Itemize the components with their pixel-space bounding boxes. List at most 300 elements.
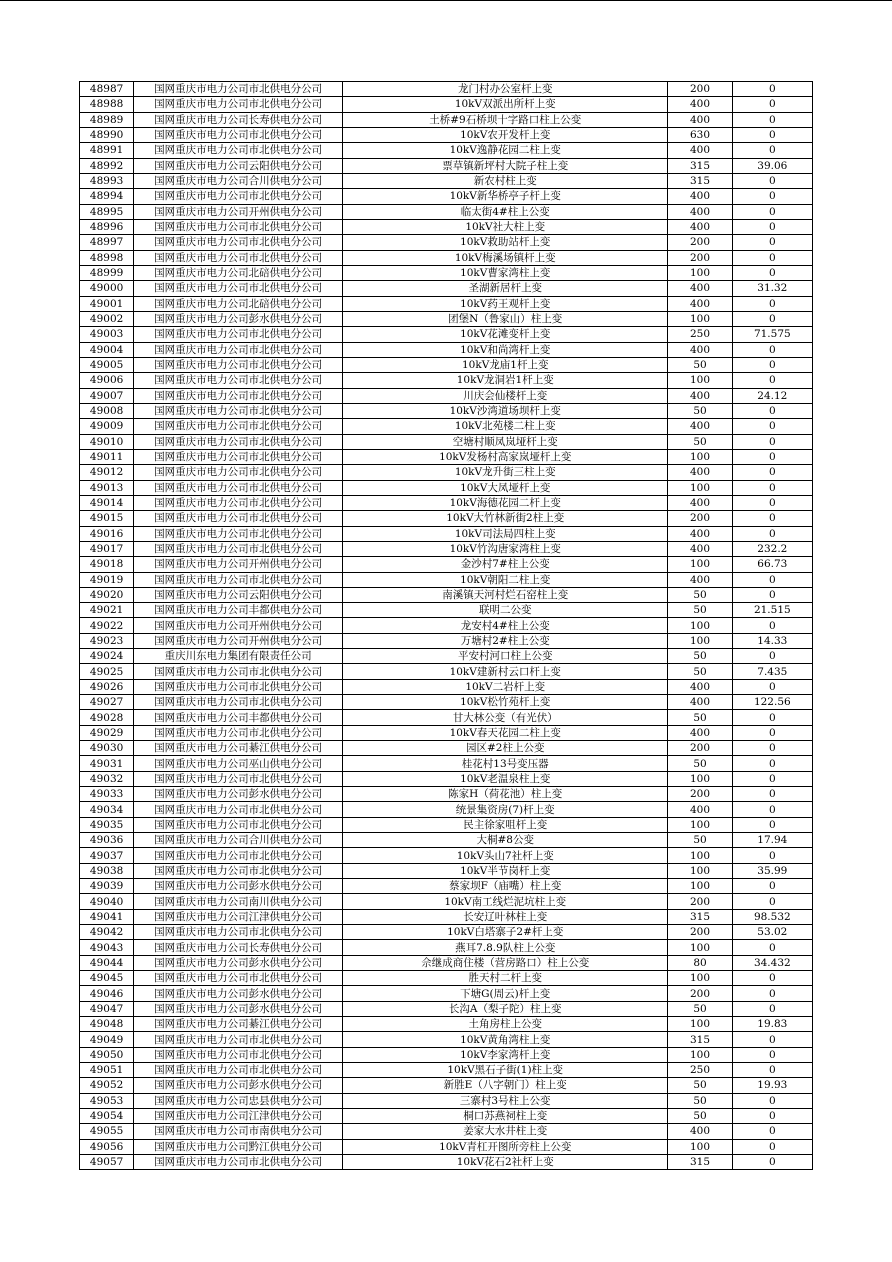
company-cell: 国网重庆市电力公司市北供电分公司 [134, 357, 343, 372]
table-row [80, 235, 813, 250]
capacity-cell: 630 [668, 127, 732, 142]
value-cell: 0 [732, 1108, 812, 1123]
company-cell: 国网重庆市电力公司市北供电分公司 [134, 802, 343, 817]
row-id-cell: 49057 [80, 1154, 134, 1169]
value-cell: 0 [732, 1032, 812, 1047]
table-row [80, 695, 813, 710]
company-cell: 国网重庆市电力公司市北供电分公司 [134, 327, 343, 342]
value-cell: 0 [732, 1047, 812, 1062]
transformer-name-cell: 陈家H（荷花池）柱上变 [343, 787, 668, 802]
table-row [80, 281, 813, 296]
capacity-cell: 400 [668, 1124, 732, 1139]
value-cell: 14.33 [732, 633, 812, 648]
capacity-cell: 50 [668, 357, 732, 372]
transformer-name-cell: 胜天村二杆上变 [343, 971, 668, 986]
value-cell: 0 [732, 495, 812, 510]
row-id-cell: 49039 [80, 879, 134, 894]
transformer-name-cell: 燕耳7.8.9队柱上公变 [343, 940, 668, 955]
table-row [80, 511, 813, 526]
transformer-name-cell: 统景集资房(7)杆上变 [343, 802, 668, 817]
table-row [80, 373, 813, 388]
transformer-name-cell: 10kV龙庙1杆上变 [343, 357, 668, 372]
value-cell: 0 [732, 112, 812, 127]
company-cell: 国网重庆市电力公司市北供电分公司 [134, 419, 343, 434]
row-id-cell: 48992 [80, 158, 134, 173]
capacity-cell: 315 [668, 158, 732, 173]
transformer-name-cell: 10kV头山7社杆上变 [343, 848, 668, 863]
company-cell: 国网重庆市电力公司彭水供电分公司 [134, 955, 343, 970]
company-cell: 国网重庆市电力公司市北供电分公司 [134, 679, 343, 694]
row-id-cell: 49026 [80, 679, 134, 694]
row-id-cell: 49030 [80, 741, 134, 756]
table-row [80, 802, 813, 817]
company-cell: 国网重庆市电力公司彭水供电分公司 [134, 311, 343, 326]
table-row [80, 909, 813, 924]
capacity-cell: 50 [668, 756, 732, 771]
transformer-name-cell: 票草镇新坪村大院子柱上变 [343, 158, 668, 173]
table-row [80, 112, 813, 127]
value-cell: 0 [732, 725, 812, 740]
transformer-name-cell: 10kV药王观杆上变 [343, 296, 668, 311]
row-id-cell: 48993 [80, 173, 134, 188]
capacity-cell: 315 [668, 909, 732, 924]
capacity-cell: 100 [668, 771, 732, 786]
table-row [80, 296, 813, 311]
value-cell: 0 [732, 1093, 812, 1108]
value-cell: 0 [732, 127, 812, 142]
row-id-cell: 49048 [80, 1017, 134, 1032]
value-cell: 0 [732, 771, 812, 786]
row-id-cell: 49009 [80, 419, 134, 434]
row-id-cell: 49035 [80, 817, 134, 832]
company-cell: 国网重庆市电力公司市北供电分公司 [134, 403, 343, 418]
company-cell: 国网重庆市电力公司市北供电分公司 [134, 373, 343, 388]
transformer-name-cell: 佘继成商住楼（营房路口）柱上公变 [343, 955, 668, 970]
value-cell: 0 [732, 817, 812, 832]
transformer-name-cell: 10kV沙湾道场坝杆上变 [343, 403, 668, 418]
row-id-cell: 49041 [80, 909, 134, 924]
row-id-cell: 49034 [80, 802, 134, 817]
company-cell: 国网重庆市电力公司彭水供电分公司 [134, 787, 343, 802]
table-row [80, 955, 813, 970]
capacity-cell: 400 [668, 342, 732, 357]
value-cell: 0 [732, 1063, 812, 1078]
value-cell: 0 [732, 219, 812, 234]
row-id-cell: 49043 [80, 940, 134, 955]
company-cell: 国网重庆市电力公司市南供电分公司 [134, 1124, 343, 1139]
row-id-cell: 49017 [80, 541, 134, 556]
company-cell: 国网重庆市电力公司云阳供电分公司 [134, 587, 343, 602]
table-row [80, 189, 813, 204]
capacity-cell: 100 [668, 449, 732, 464]
table-row [80, 649, 813, 664]
transformer-name-cell: 10kV农开发杆上变 [343, 127, 668, 142]
capacity-cell: 50 [668, 833, 732, 848]
table-row [80, 219, 813, 234]
value-cell: 0 [732, 802, 812, 817]
capacity-cell: 250 [668, 327, 732, 342]
company-cell: 国网重庆市电力公司开州供电分公司 [134, 618, 343, 633]
company-cell: 国网重庆市电力公司合川供电分公司 [134, 173, 343, 188]
company-cell: 国网重庆市电力公司黔江供电分公司 [134, 1139, 343, 1154]
row-id-cell: 49047 [80, 1001, 134, 1016]
transformer-name-cell: 桂花村13号变压器 [343, 756, 668, 771]
row-id-cell: 49054 [80, 1108, 134, 1123]
row-id-cell: 49056 [80, 1139, 134, 1154]
row-id-cell: 49036 [80, 833, 134, 848]
company-cell: 国网重庆市电力公司开州供电分公司 [134, 557, 343, 572]
row-id-cell: 48994 [80, 189, 134, 204]
transformer-name-cell: 10kV救助站杆上变 [343, 235, 668, 250]
capacity-cell: 200 [668, 894, 732, 909]
table-row [80, 725, 813, 740]
row-id-cell: 49055 [80, 1124, 134, 1139]
value-cell: 0 [732, 311, 812, 326]
capacity-cell: 100 [668, 1047, 732, 1062]
row-id-cell: 49045 [80, 971, 134, 986]
company-cell: 国网重庆市电力公司彭水供电分公司 [134, 986, 343, 1001]
row-id-cell: 49021 [80, 603, 134, 618]
capacity-cell: 80 [668, 955, 732, 970]
transformer-name-cell: 长安辽叶林柱上变 [343, 909, 668, 924]
row-id-cell: 49052 [80, 1078, 134, 1093]
transformer-name-cell: 土桥#9石桥坝十字路口柱上公变 [343, 112, 668, 127]
row-id-cell: 49042 [80, 925, 134, 940]
table-row [80, 419, 813, 434]
capacity-cell: 400 [668, 495, 732, 510]
row-id-cell: 49008 [80, 403, 134, 418]
capacity-cell: 100 [668, 848, 732, 863]
capacity-cell: 400 [668, 97, 732, 112]
table-row [80, 756, 813, 771]
company-cell: 国网重庆市电力公司北碚供电分公司 [134, 296, 343, 311]
value-cell: 17.94 [732, 833, 812, 848]
table-row [80, 572, 813, 587]
table-row [80, 465, 813, 480]
transformer-name-cell: 10kV北苑楼二柱上变 [343, 419, 668, 434]
transformer-name-cell: 10kV半节岗杆上变 [343, 863, 668, 878]
transformer-table [79, 81, 813, 1170]
transformer-name-cell: 园区#2柱上公变 [343, 741, 668, 756]
capacity-cell: 400 [668, 725, 732, 740]
value-cell: 0 [732, 403, 812, 418]
company-cell: 国网重庆市电力公司忠县供电分公司 [134, 1093, 343, 1108]
value-cell: 0 [732, 587, 812, 602]
capacity-cell: 200 [668, 82, 732, 97]
row-id-cell: 49005 [80, 357, 134, 372]
capacity-cell: 50 [668, 587, 732, 602]
transformer-name-cell: 大桐#8公变 [343, 833, 668, 848]
transformer-name-cell: 龙门村办公室杆上变 [343, 82, 668, 97]
transformer-name-cell: 10kV龙洞岩1杆上变 [343, 373, 668, 388]
transformer-name-cell: 甘大林公变（有光伏） [343, 710, 668, 725]
table-row [80, 603, 813, 618]
transformer-name-cell: 10kV发杨村高家岚垭杆上变 [343, 449, 668, 464]
table-row [80, 1108, 813, 1123]
transformer-name-cell: 长沟A（梨子陀）柱上变 [343, 1001, 668, 1016]
row-id-cell: 49018 [80, 557, 134, 572]
table-row [80, 388, 813, 403]
capacity-cell: 50 [668, 434, 732, 449]
row-id-cell: 49051 [80, 1063, 134, 1078]
company-cell: 国网重庆市电力公司市北供电分公司 [134, 664, 343, 679]
capacity-cell: 400 [668, 695, 732, 710]
table-row [80, 863, 813, 878]
row-id-cell: 49024 [80, 649, 134, 664]
company-cell: 国网重庆市电力公司合川供电分公司 [134, 833, 343, 848]
value-cell: 24.12 [732, 388, 812, 403]
table-body [80, 82, 813, 1170]
value-cell: 0 [732, 618, 812, 633]
company-cell: 国网重庆市电力公司市北供电分公司 [134, 219, 343, 234]
value-cell: 122.56 [732, 695, 812, 710]
value-cell: 0 [732, 250, 812, 265]
transformer-name-cell: 10kV花滩变杆上变 [343, 327, 668, 342]
value-cell: 0 [732, 235, 812, 250]
company-cell: 国网重庆市电力公司长寿供电分公司 [134, 940, 343, 955]
company-cell: 国网重庆市电力公司开州供电分公司 [134, 204, 343, 219]
company-cell: 国网重庆市电力公司彭水供电分公司 [134, 1001, 343, 1016]
table-row [80, 1154, 813, 1169]
transformer-name-cell: 圣湖新居杆上变 [343, 281, 668, 296]
table-row [80, 526, 813, 541]
row-id-cell: 49050 [80, 1047, 134, 1062]
table-row [80, 342, 813, 357]
transformer-name-cell: 空塘村顺凤岚垭杆上变 [343, 434, 668, 449]
transformer-name-cell: 10kV龙升街三柱上变 [343, 465, 668, 480]
table-row [80, 1063, 813, 1078]
row-id-cell: 49046 [80, 986, 134, 1001]
row-id-cell: 48988 [80, 97, 134, 112]
row-id-cell: 49019 [80, 572, 134, 587]
company-cell: 国网重庆市电力公司綦江供电分公司 [134, 741, 343, 756]
company-cell: 国网重庆市电力公司市北供电分公司 [134, 526, 343, 541]
capacity-cell: 100 [668, 1017, 732, 1032]
value-cell: 21.515 [732, 603, 812, 618]
value-cell: 0 [732, 419, 812, 434]
table-row [80, 327, 813, 342]
table-row [80, 480, 813, 495]
company-cell: 国网重庆市电力公司市北供电分公司 [134, 863, 343, 878]
value-cell: 0 [732, 787, 812, 802]
transformer-name-cell: 万塘村2#柱上公变 [343, 633, 668, 648]
transformer-name-cell: 桐口苏燕祠柱上变 [343, 1108, 668, 1123]
company-cell: 国网重庆市电力公司市北供电分公司 [134, 511, 343, 526]
transformer-name-cell: 南溪镇天河村烂石窑柱上变 [343, 587, 668, 602]
table-row [80, 1017, 813, 1032]
company-cell: 国网重庆市电力公司市北供电分公司 [134, 480, 343, 495]
value-cell: 0 [732, 1139, 812, 1154]
capacity-cell: 400 [668, 572, 732, 587]
transformer-name-cell: 10kV大凤垭杆上变 [343, 480, 668, 495]
capacity-cell: 315 [668, 1154, 732, 1169]
table-row [80, 403, 813, 418]
value-cell: 19.83 [732, 1017, 812, 1032]
table-row [80, 204, 813, 219]
capacity-cell: 50 [668, 1093, 732, 1108]
capacity-cell: 400 [668, 465, 732, 480]
value-cell: 0 [732, 449, 812, 464]
row-id-cell: 49023 [80, 633, 134, 648]
capacity-cell: 100 [668, 265, 732, 280]
capacity-cell: 400 [668, 419, 732, 434]
table-row [80, 633, 813, 648]
table-row [80, 449, 813, 464]
row-id-cell: 49037 [80, 848, 134, 863]
row-id-cell: 49000 [80, 281, 134, 296]
table-row [80, 1001, 813, 1016]
company-cell: 国网重庆市电力公司市北供电分公司 [134, 388, 343, 403]
row-id-cell: 48996 [80, 219, 134, 234]
value-cell: 0 [732, 342, 812, 357]
value-cell: 0 [732, 971, 812, 986]
value-cell: 0 [732, 296, 812, 311]
row-id-cell: 49013 [80, 480, 134, 495]
transformer-name-cell: 10kV梅溪场镇杆上变 [343, 250, 668, 265]
value-cell: 0 [732, 756, 812, 771]
value-cell: 0 [732, 572, 812, 587]
company-cell: 国网重庆市电力公司市北供电分公司 [134, 541, 343, 556]
company-cell: 国网重庆市电力公司市北供电分公司 [134, 127, 343, 142]
table-row [80, 541, 813, 556]
capacity-cell: 100 [668, 817, 732, 832]
table-row [80, 787, 813, 802]
value-cell: 66.73 [732, 557, 812, 572]
capacity-cell: 400 [668, 281, 732, 296]
row-id-cell: 49025 [80, 664, 134, 679]
table-row [80, 173, 813, 188]
capacity-cell: 100 [668, 940, 732, 955]
company-cell: 国网重庆市电力公司市北供电分公司 [134, 1154, 343, 1169]
value-cell: 35.99 [732, 863, 812, 878]
capacity-cell: 400 [668, 296, 732, 311]
table-row [80, 986, 813, 1001]
capacity-cell: 100 [668, 863, 732, 878]
transformer-name-cell: 三寨村3号柱上公变 [343, 1093, 668, 1108]
company-cell: 国网重庆市电力公司市北供电分公司 [134, 1063, 343, 1078]
value-cell: 0 [732, 373, 812, 388]
company-cell: 国网重庆市电力公司市北供电分公司 [134, 449, 343, 464]
table-row [80, 357, 813, 372]
capacity-cell: 100 [668, 1139, 732, 1154]
value-cell: 0 [732, 173, 812, 188]
table-row [80, 679, 813, 694]
row-id-cell: 49044 [80, 955, 134, 970]
company-cell: 国网重庆市电力公司市北供电分公司 [134, 143, 343, 158]
value-cell: 0 [732, 1001, 812, 1016]
row-id-cell: 49029 [80, 725, 134, 740]
transformer-name-cell: 10kV曹家湾柱上变 [343, 265, 668, 280]
capacity-cell: 200 [668, 235, 732, 250]
value-cell: 0 [732, 940, 812, 955]
value-cell: 7.435 [732, 664, 812, 679]
capacity-cell: 400 [668, 802, 732, 817]
company-cell: 国网重庆市电力公司市北供电分公司 [134, 1032, 343, 1047]
capacity-cell: 400 [668, 143, 732, 158]
row-id-cell: 49032 [80, 771, 134, 786]
capacity-cell: 100 [668, 557, 732, 572]
company-cell: 国网重庆市电力公司市北供电分公司 [134, 771, 343, 786]
transformer-name-cell: 10kV黑石子街(1)柱上变 [343, 1063, 668, 1078]
company-cell: 国网重庆市电力公司市北供电分公司 [134, 434, 343, 449]
transformer-name-cell: 联明二公变 [343, 603, 668, 618]
table-row [80, 434, 813, 449]
company-cell: 国网重庆市电力公司市北供电分公司 [134, 695, 343, 710]
capacity-cell: 100 [668, 311, 732, 326]
company-cell: 国网重庆市电力公司开州供电分公司 [134, 633, 343, 648]
transformer-name-cell: 10kV竹沟唐家湾柱上变 [343, 541, 668, 556]
value-cell: 0 [732, 526, 812, 541]
transformer-name-cell: 临太街4#柱上公变 [343, 204, 668, 219]
capacity-cell: 250 [668, 1063, 732, 1078]
company-cell: 国网重庆市电力公司北碚供电分公司 [134, 265, 343, 280]
table-row [80, 879, 813, 894]
row-id-cell: 48997 [80, 235, 134, 250]
row-id-cell: 49015 [80, 511, 134, 526]
value-cell: 0 [732, 357, 812, 372]
company-cell: 国网重庆市电力公司丰都供电分公司 [134, 710, 343, 725]
company-cell: 国网重庆市电力公司市北供电分公司 [134, 97, 343, 112]
transformer-name-cell: 新农村柱上变 [343, 173, 668, 188]
table-row [80, 925, 813, 940]
transformer-name-cell: 10kV青杠开图所旁柱上公变 [343, 1139, 668, 1154]
row-id-cell: 49012 [80, 465, 134, 480]
row-id-cell: 49007 [80, 388, 134, 403]
transformer-name-cell: 10kV花石2社杆上变 [343, 1154, 668, 1169]
company-cell: 国网重庆市电力公司市北供电分公司 [134, 189, 343, 204]
transformer-name-cell: 10kV黄角湾柱上变 [343, 1032, 668, 1047]
transformer-name-cell: 10kV司法局四柱上变 [343, 526, 668, 541]
capacity-cell: 50 [668, 664, 732, 679]
value-cell: 39.06 [732, 158, 812, 173]
table-row [80, 710, 813, 725]
value-cell: 0 [732, 879, 812, 894]
company-cell: 国网重庆市电力公司市北供电分公司 [134, 281, 343, 296]
table-row [80, 265, 813, 280]
transformer-name-cell: 10kV李家湾杆上变 [343, 1047, 668, 1062]
company-cell: 国网重庆市电力公司江津供电分公司 [134, 1108, 343, 1123]
row-id-cell: 49053 [80, 1093, 134, 1108]
value-cell: 98.532 [732, 909, 812, 924]
capacity-cell: 50 [668, 403, 732, 418]
value-cell: 34.432 [732, 955, 812, 970]
company-cell: 国网重庆市电力公司云阳供电分公司 [134, 158, 343, 173]
row-id-cell: 49049 [80, 1032, 134, 1047]
capacity-cell: 100 [668, 373, 732, 388]
row-id-cell: 49006 [80, 373, 134, 388]
transformer-name-cell: 蔡家坝F（庙嘴）柱上变 [343, 879, 668, 894]
company-cell: 国网重庆市电力公司市北供电分公司 [134, 1047, 343, 1062]
value-cell: 0 [732, 986, 812, 1001]
company-cell: 国网重庆市电力公司江津供电分公司 [134, 909, 343, 924]
transformer-name-cell: 10kV大竹林新街2柱上变 [343, 511, 668, 526]
value-cell: 0 [732, 204, 812, 219]
company-cell: 国网重庆市电力公司彭水供电分公司 [134, 879, 343, 894]
company-cell: 国网重庆市电力公司市北供电分公司 [134, 572, 343, 587]
page-top-rule [0, 0, 892, 1]
table-row [80, 495, 813, 510]
row-id-cell: 48987 [80, 82, 134, 97]
row-id-cell: 48999 [80, 265, 134, 280]
table-row [80, 894, 813, 909]
transformer-name-cell: 姜家大水井柱上变 [343, 1124, 668, 1139]
value-cell: 31.32 [732, 281, 812, 296]
row-id-cell: 49010 [80, 434, 134, 449]
value-cell: 0 [732, 1124, 812, 1139]
transformer-name-cell: 10kV白塔寨子2#杆上变 [343, 925, 668, 940]
value-cell: 53.02 [732, 925, 812, 940]
row-id-cell: 49033 [80, 787, 134, 802]
